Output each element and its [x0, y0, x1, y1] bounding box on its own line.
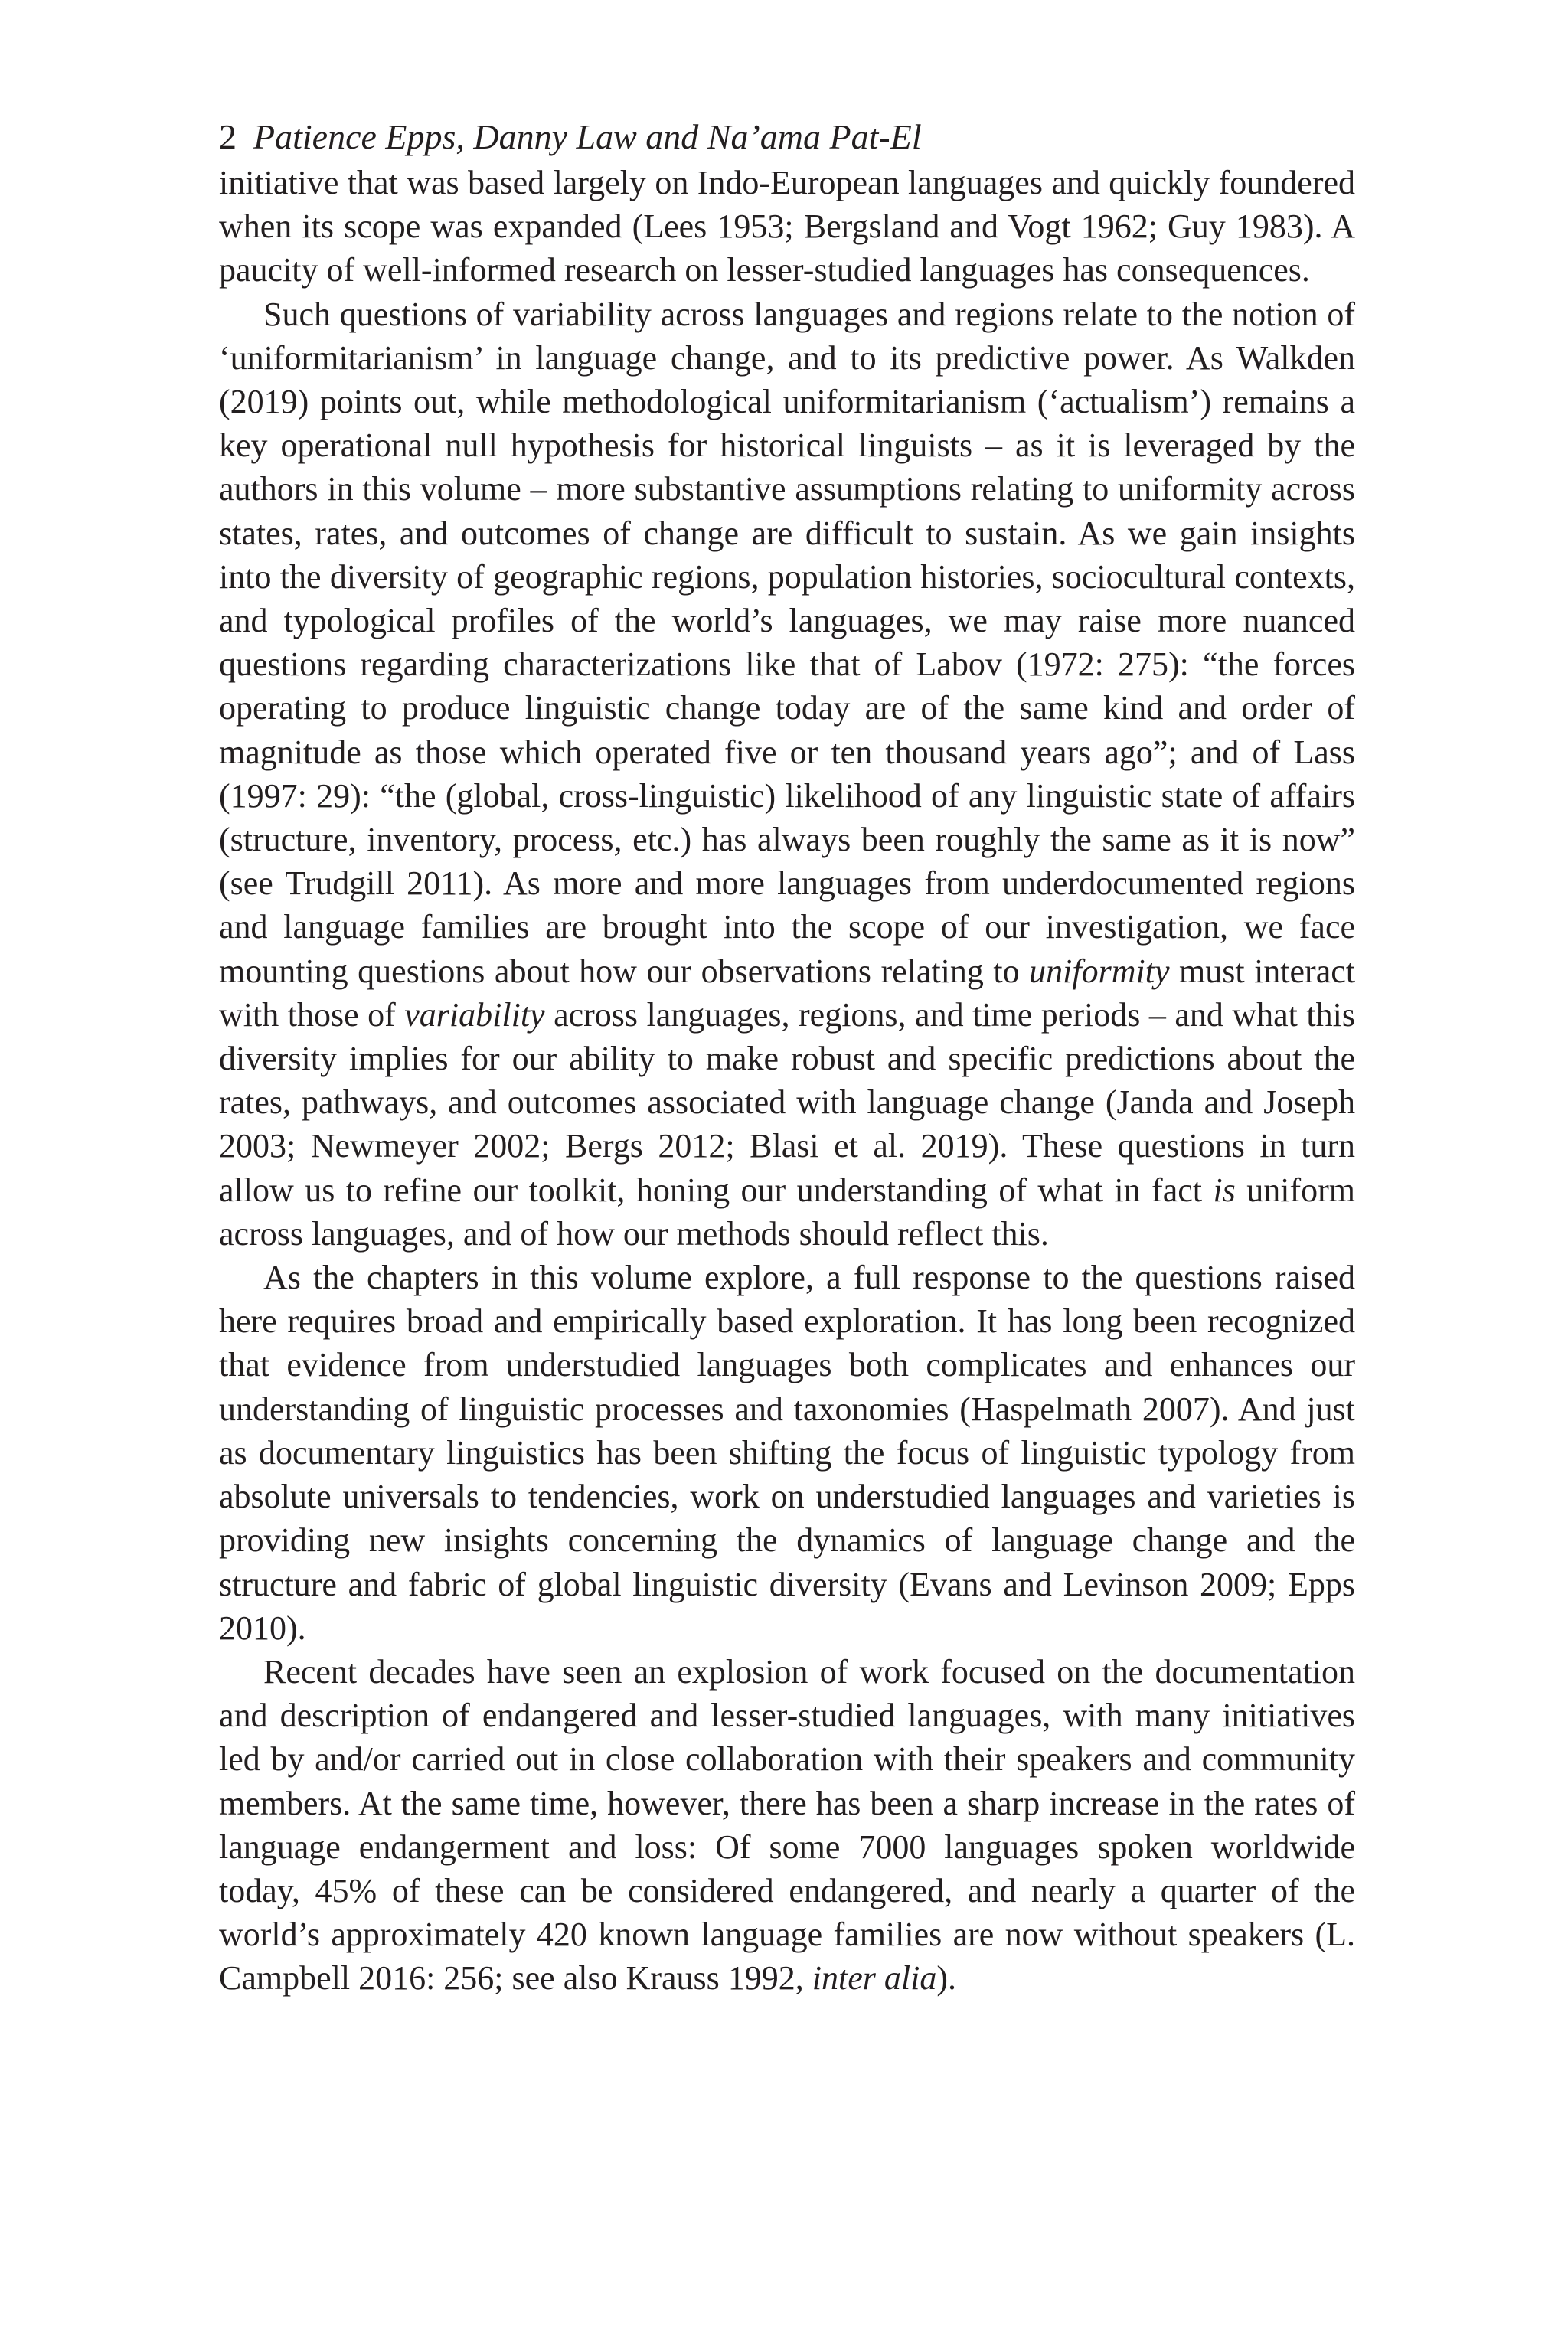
text-run: must interact with those of — [219, 952, 1355, 1034]
text-run: Such questions of variability across languages and regions relate to the notion of ‘uniformitarianism’ in language change, and to its predictive power. As Walkden (2019) points out, while methodological uniformitarianism (‘actualism’) remains a key operational null hypothesis for historical linguists – as it is leveraged by the authors in this volume – more substantive assumptions relating to uniformity across states, rates, and outcomes of change are difficult to sustain. As we gain insights into the diversity of geographic regions, population histories, sociocultural contexts, and typological profiles of the world’s languages, we may raise more nuanced questions regarding characterizations like that of Labov (1972: 275): “the forces operating to produce linguistic change today are of the same kind and order of magnitude as those which operated five or ten thousand years ago”; and of Lass (1997: 29): “the (global, cross-linguistic) likelihood of any linguistic state of affairs (structure, inventory, process, etc.) has always been roughly the same as it is now” (see Trudgill 2011). As more and more languages from underdocumented regions and language families are brought into the scope of our investigation, we face mounting questions about how our observations relating to — [219, 295, 1355, 990]
paragraph — [219, 292, 1355, 1256]
paragraph — [219, 1650, 1355, 2001]
paragraph — [219, 161, 1355, 292]
text-run: across languages, regions, and time periods – and what this diversity implies for our ability to make robust and specific predictions about the rates, pathways, and outcomes associated with language change (Janda and Joseph 2003; Newmeyer 2002; Bergs 2012; Blasi et al. 2019). These questions in turn allow us to refine our toolkit, honing our understanding of what in fact — [219, 995, 1355, 1209]
text-run: Recent decades have seen an explosion of work focused on the documentation and description of endangered and lesser-studied languages, with many initiatives led by and/or carried out in close collaboration with their speakers and community members. At the same time, however, there has been a sharp increase in the rates of language endangerment and loss: Of some 7000 languages spoken worldwide today, 45% of these can be considered endangered, and nearly a quarter of the world’s approximately 420 known language families are now without speakers (L. Campbell 2016: 256; see also Krauss 1992, — [219, 1652, 1355, 1998]
page-number: 2 — [219, 117, 237, 156]
paragraph — [219, 1256, 1355, 1650]
running-head-authors: Patience Epps, Danny Law and Na’ama Pat-El — [253, 117, 922, 156]
text-run: ). — [936, 1959, 957, 1998]
body-text — [219, 161, 1355, 2001]
text-run: uniform across languages, and of how our methods should reflect this. — [219, 1171, 1355, 1253]
book-page — [219, 115, 1355, 2001]
text-run: As the chapters in this volume explore, a full response to the questions raised here requires broad and empirically based exploration. It has long been recognized that evidence from understudied languages both complicates and enhances our understanding of linguistic processes and taxonomies (Haspelmath 2007). And just as documentary linguistics has been shifting the focus of linguistic typology from absolute universals to tendencies, work on understudied languages and varieties is providing new insights concerning the dynamics of language change and the structure and fabric of global linguistic diversity (Evans and Levinson 2009; Epps 2010). — [219, 1259, 1355, 1647]
italic-text: variability — [404, 995, 545, 1034]
italic-text: is — [1213, 1171, 1236, 1209]
italic-text: inter alia — [812, 1959, 937, 1998]
running-head — [219, 115, 1355, 159]
italic-text: uniformity — [1029, 952, 1170, 990]
text-run: initiative that was based largely on Indo-European languages and quickly foundered when its scope was expanded (Lees 1953; Bergsland and Vogt 1962; Guy 1983). A paucity of well-informed research on lesser-studied languages has consequences. — [219, 164, 1355, 289]
